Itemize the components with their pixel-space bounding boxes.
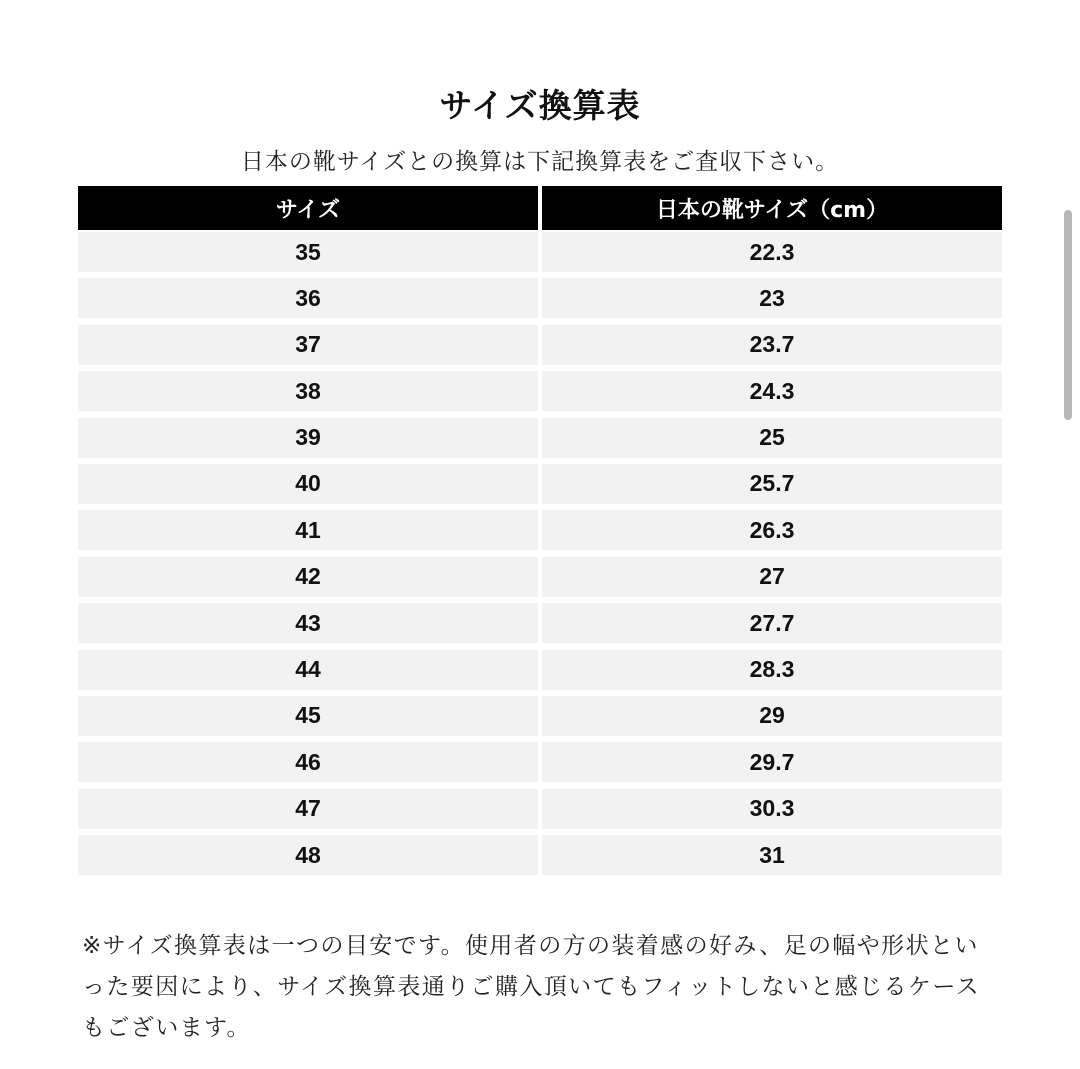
disclaimer-note: ※サイズ換算表は一つの目安です。使用者の方の装着感の好み、足の幅や形状といった要因により、サイズ換算表通りご購入頂いてもフィットしないと感じるケースもございます。 bbox=[82, 933, 980, 1041]
jp-size-cell: 28.3 bbox=[542, 650, 1002, 690]
size-cell: 42 bbox=[78, 557, 538, 597]
table-row bbox=[78, 232, 1002, 272]
table-header-size: サイズ bbox=[78, 186, 538, 230]
table-row bbox=[78, 789, 1002, 829]
jp-size-cell: 23.7 bbox=[542, 325, 1002, 365]
size-cell: 45 bbox=[78, 696, 538, 736]
table-header-row bbox=[78, 186, 1002, 230]
table-header-jp-size: 日本の靴サイズ（cm） bbox=[542, 186, 1002, 230]
size-conversion-table bbox=[78, 186, 1002, 881]
table-row bbox=[78, 650, 1002, 690]
scrollbar-thumb[interactable] bbox=[1064, 210, 1072, 420]
size-cell: 47 bbox=[78, 789, 538, 829]
table-row bbox=[78, 603, 1002, 643]
table-row bbox=[78, 557, 1002, 597]
jp-size-cell: 26.3 bbox=[542, 510, 1002, 550]
table-row bbox=[78, 696, 1002, 736]
size-cell: 48 bbox=[78, 835, 538, 875]
jp-size-cell: 27 bbox=[542, 557, 1002, 597]
size-cell: 37 bbox=[78, 325, 538, 365]
table-row bbox=[78, 371, 1002, 411]
jp-size-cell: 25 bbox=[542, 418, 1002, 458]
table-row bbox=[78, 742, 1002, 782]
size-cell: 41 bbox=[78, 510, 538, 550]
table-row bbox=[78, 835, 1002, 875]
jp-size-cell: 29.7 bbox=[542, 742, 1002, 782]
table-row bbox=[78, 278, 1002, 318]
jp-size-cell: 25.7 bbox=[542, 464, 1002, 504]
size-cell: 39 bbox=[78, 418, 538, 458]
jp-size-cell: 29 bbox=[542, 696, 1002, 736]
size-cell: 44 bbox=[78, 650, 538, 690]
jp-size-cell: 27.7 bbox=[542, 603, 1002, 643]
size-cell: 38 bbox=[78, 371, 538, 411]
jp-size-cell: 31 bbox=[542, 835, 1002, 875]
size-cell: 40 bbox=[78, 464, 538, 504]
size-cell: 36 bbox=[78, 278, 538, 318]
size-cell: 43 bbox=[78, 603, 538, 643]
size-cell: 35 bbox=[78, 232, 538, 272]
table-row bbox=[78, 418, 1002, 458]
jp-size-cell: 24.3 bbox=[542, 371, 1002, 411]
jp-size-cell: 30.3 bbox=[542, 789, 1002, 829]
page-subtitle: 日本の靴サイズとの換算は下記換算表をご査収下さい。 bbox=[240, 149, 840, 175]
table-row bbox=[78, 510, 1002, 550]
jp-size-cell: 23 bbox=[542, 278, 1002, 318]
table-row bbox=[78, 325, 1002, 365]
table-row bbox=[78, 464, 1002, 504]
jp-size-cell: 22.3 bbox=[542, 232, 1002, 272]
page-title: サイズ換算表 bbox=[439, 86, 641, 125]
size-cell: 46 bbox=[78, 742, 538, 782]
